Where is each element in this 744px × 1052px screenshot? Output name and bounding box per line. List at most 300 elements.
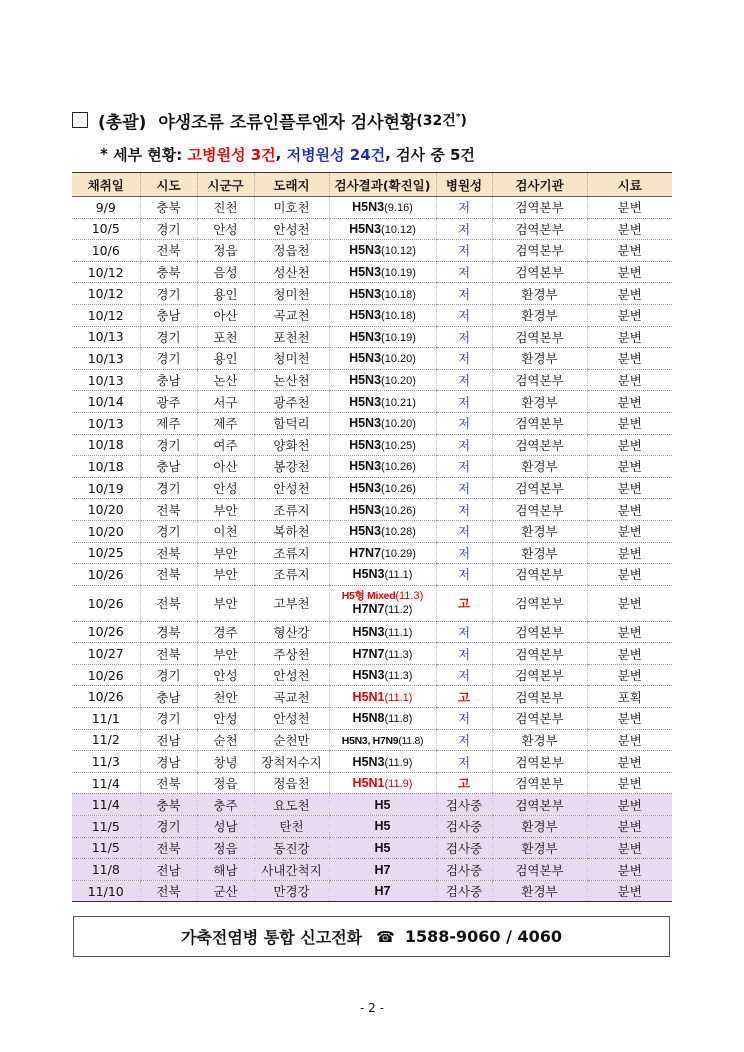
hotline-box xyxy=(73,916,670,957)
cell-pathogenicity: 저 xyxy=(436,499,492,521)
cell-date: 10/12 xyxy=(72,283,140,305)
cell-sigungu: 아산 xyxy=(197,304,254,326)
result-subtype: H5N3 xyxy=(349,243,382,258)
cell-pathogenicity: 검사중 xyxy=(436,837,492,859)
cell-result xyxy=(329,434,436,456)
cell-sample: 분변 xyxy=(587,304,672,326)
cell-pathogenicity: 저 xyxy=(436,729,492,751)
cell-site: 미호천 xyxy=(254,197,329,219)
result-date: (11.3) xyxy=(384,670,413,683)
result-date: (10.19) xyxy=(381,267,416,280)
cell-agency: 검역본부 xyxy=(492,751,587,773)
cell-sigungu: 음성 xyxy=(197,261,254,283)
cell-sido: 충남 xyxy=(140,304,197,326)
cell-result xyxy=(329,542,436,564)
cell-result xyxy=(329,643,436,665)
cell-site: 장척저수지 xyxy=(254,751,329,773)
table-row xyxy=(72,499,672,521)
cell-result xyxy=(329,816,436,838)
result-subtype: H5 xyxy=(374,819,391,834)
cell-site: 포천천 xyxy=(254,326,329,348)
page-number: - 2 - xyxy=(360,1001,384,1015)
cell-date: 11/10 xyxy=(72,880,140,902)
cell-result xyxy=(329,708,436,730)
cell-sample: 분변 xyxy=(587,643,672,665)
result-date: (10.21) xyxy=(381,396,416,409)
cell-agency: 검역본부 xyxy=(492,585,587,621)
cell-date: 11/1 xyxy=(72,708,140,730)
table-row xyxy=(72,751,672,773)
cell-sido: 충남 xyxy=(140,369,197,391)
cell-sido: 충북 xyxy=(140,794,197,816)
cell-agency: 환경부 xyxy=(492,456,587,478)
cell-sample: 분변 xyxy=(587,197,672,219)
cell-sido: 전북 xyxy=(140,240,197,262)
cell-site: 순천만 xyxy=(254,729,329,751)
result-date: (10.20) xyxy=(381,353,416,366)
cell-sigungu: 군산 xyxy=(197,880,254,902)
cell-pathogenicity: 저 xyxy=(436,261,492,283)
result-date: (10.18) xyxy=(381,288,416,301)
cell-result xyxy=(329,859,436,881)
cell-agency: 검역본부 xyxy=(492,434,587,456)
cell-agency: 검역본부 xyxy=(492,859,587,881)
title-count-mark: * xyxy=(455,112,461,123)
cell-sample: 분변 xyxy=(587,261,672,283)
cell-date: 10/26 xyxy=(72,664,140,686)
cell-sample: 분변 xyxy=(587,859,672,881)
cell-sigungu: 여주 xyxy=(197,434,254,456)
cell-pathogenicity: 저 xyxy=(436,542,492,564)
cell-pathogenicity: 저 xyxy=(436,304,492,326)
cell-site: 조류지 xyxy=(254,499,329,521)
cell-result xyxy=(329,621,436,643)
cell-sigungu: 진천 xyxy=(197,197,254,219)
table-row xyxy=(72,772,672,794)
cell-site: 요도천 xyxy=(254,794,329,816)
table-row xyxy=(72,664,672,686)
cell-agency: 환경부 xyxy=(492,391,587,413)
cell-pathogenicity: 저 xyxy=(436,240,492,262)
table-row xyxy=(72,218,672,240)
header-date: 채취일 xyxy=(72,173,140,197)
cell-sigungu: 이천 xyxy=(197,520,254,542)
cell-sample: 분변 xyxy=(587,542,672,564)
result-subtype: H7N7 xyxy=(349,545,382,560)
cell-result xyxy=(329,686,436,708)
cell-pathogenicity: 고 xyxy=(436,686,492,708)
cell-sample: 분변 xyxy=(587,391,672,413)
cell-sido: 전북 xyxy=(140,880,197,902)
cell-sample: 분변 xyxy=(587,499,672,521)
cell-date: 10/26 xyxy=(72,564,140,586)
cell-sido: 전북 xyxy=(140,564,197,586)
table-row xyxy=(72,520,672,542)
result-subtype: H7 xyxy=(374,862,391,877)
table-row xyxy=(72,391,672,413)
table-row xyxy=(72,837,672,859)
cell-site: 안성천 xyxy=(254,477,329,499)
cell-sigungu: 해남 xyxy=(197,859,254,881)
cell-result xyxy=(329,564,436,586)
cell-sido: 경북 xyxy=(140,621,197,643)
cell-sido: 충남 xyxy=(140,686,197,708)
cell-sido: 경기 xyxy=(140,326,197,348)
table-row xyxy=(72,859,672,881)
result-date-2: (11.2) xyxy=(384,604,413,617)
result-date: (11.1) xyxy=(384,691,413,704)
cell-sido: 광주 xyxy=(140,391,197,413)
result-subtype: H5N3 xyxy=(349,308,382,323)
cell-agency: 환경부 xyxy=(492,816,587,838)
cell-site: 조류지 xyxy=(254,564,329,586)
cell-agency: 검역본부 xyxy=(492,197,587,219)
table-row xyxy=(72,794,672,816)
result-date: (11.1) xyxy=(384,569,413,582)
cell-sigungu: 안성 xyxy=(197,664,254,686)
cell-sigungu: 안성 xyxy=(197,218,254,240)
cell-date: 10/27 xyxy=(72,643,140,665)
cell-pathogenicity: 고 xyxy=(436,585,492,621)
result-date: (10.20) xyxy=(381,375,416,388)
cell-result xyxy=(329,218,436,240)
cell-sample: 분변 xyxy=(587,434,672,456)
cell-result xyxy=(329,729,436,751)
header-sigungu: 시군구 xyxy=(197,173,254,197)
cell-result xyxy=(329,304,436,326)
cell-sample: 분변 xyxy=(587,816,672,838)
result-subtype: H5N3 xyxy=(352,567,385,582)
cell-date: 10/18 xyxy=(72,434,140,456)
result-subtype: H5형 Mixed xyxy=(341,590,396,603)
header-site: 도래지 xyxy=(254,173,329,197)
cell-date: 10/20 xyxy=(72,499,140,521)
cell-sample: 분변 xyxy=(587,456,672,478)
cell-site: 청미천 xyxy=(254,283,329,305)
cell-site: 고부천 xyxy=(254,585,329,621)
cell-agency: 검역본부 xyxy=(492,240,587,262)
header-result: 검사결과(확진일) xyxy=(329,173,436,197)
cell-sigungu: 창녕 xyxy=(197,751,254,773)
cell-sample: 분변 xyxy=(587,729,672,751)
title-count-close: ) xyxy=(460,113,467,129)
result-date: (11.9) xyxy=(384,756,413,769)
cell-pathogenicity: 저 xyxy=(436,218,492,240)
cell-pathogenicity: 검사중 xyxy=(436,859,492,881)
cell-sigungu: 순천 xyxy=(197,729,254,751)
result-date: (10.25) xyxy=(381,439,416,452)
cell-result xyxy=(329,348,436,370)
result-subtype: H5N3 xyxy=(349,481,382,496)
cell-date: 10/25 xyxy=(72,542,140,564)
cell-sample: 분변 xyxy=(587,326,672,348)
cell-sample: 분변 xyxy=(587,348,672,370)
cell-pathogenicity: 저 xyxy=(436,412,492,434)
cell-sido: 경기 xyxy=(140,520,197,542)
cell-result xyxy=(329,326,436,348)
cell-date: 10/26 xyxy=(72,585,140,621)
result-subtype-2: H7N7 xyxy=(352,602,385,617)
cell-sido: 전북 xyxy=(140,499,197,521)
cell-site: 복하천 xyxy=(254,520,329,542)
cell-agency: 검역본부 xyxy=(492,369,587,391)
cell-sigungu: 부안 xyxy=(197,499,254,521)
cell-sample: 분변 xyxy=(587,564,672,586)
result-subtype: H5N3 xyxy=(349,437,382,452)
cell-pathogenicity: 저 xyxy=(436,708,492,730)
cell-sido: 전북 xyxy=(140,643,197,665)
table-row xyxy=(72,434,672,456)
result-date: (10.26) xyxy=(381,504,416,517)
cell-agency: 환경부 xyxy=(492,304,587,326)
cell-pathogenicity: 저 xyxy=(436,520,492,542)
result-date: (10.29) xyxy=(381,547,416,560)
hotline-label: 가축전염병 통합 신고전화 xyxy=(180,928,363,947)
result-date: (10.26) xyxy=(381,461,416,474)
header-sample: 시료 xyxy=(587,173,672,197)
title-prefix: (총괄) xyxy=(98,112,147,133)
cell-date: 10/13 xyxy=(72,326,140,348)
result-date: (10.26) xyxy=(381,483,416,496)
result-subtype: H5N3 xyxy=(349,459,382,474)
cell-sido: 경기 xyxy=(140,816,197,838)
cell-date: 11/8 xyxy=(72,859,140,881)
cell-agency: 환경부 xyxy=(492,348,587,370)
result-subtype: H5 xyxy=(374,840,391,855)
result-date: (11.8) xyxy=(398,734,424,747)
cell-date: 10/26 xyxy=(72,686,140,708)
phone-icon: ☎ xyxy=(376,927,395,946)
cell-date: 10/12 xyxy=(72,261,140,283)
table-row xyxy=(72,708,672,730)
cell-agency: 검역본부 xyxy=(492,708,587,730)
table-row xyxy=(72,348,672,370)
cell-pathogenicity: 저 xyxy=(436,391,492,413)
cell-sigungu: 부안 xyxy=(197,564,254,586)
table-row xyxy=(72,326,672,348)
cell-sigungu: 용인 xyxy=(197,348,254,370)
cell-date: 10/26 xyxy=(72,621,140,643)
cell-sigungu: 포천 xyxy=(197,326,254,348)
cell-pathogenicity: 저 xyxy=(436,477,492,499)
cell-date: 10/14 xyxy=(72,391,140,413)
cell-date: 11/2 xyxy=(72,729,140,751)
cell-agency: 검역본부 xyxy=(492,261,587,283)
cell-date: 10/18 xyxy=(72,456,140,478)
cell-pathogenicity: 고 xyxy=(436,772,492,794)
result-date: (10.19) xyxy=(381,331,416,344)
cell-sido: 전남 xyxy=(140,729,197,751)
cell-sample: 분변 xyxy=(587,520,672,542)
cell-site: 사내간척지 xyxy=(254,859,329,881)
result-date: (11.1) xyxy=(384,626,413,639)
cell-sigungu: 안성 xyxy=(197,708,254,730)
cell-sido: 전북 xyxy=(140,772,197,794)
table-row xyxy=(72,585,672,621)
table-row xyxy=(72,477,672,499)
cell-result xyxy=(329,197,436,219)
cell-site: 안성천 xyxy=(254,664,329,686)
cell-agency: 검역본부 xyxy=(492,772,587,794)
cell-agency: 환경부 xyxy=(492,729,587,751)
result-subtype: H5N3 xyxy=(349,329,382,344)
table-row xyxy=(72,456,672,478)
table-row xyxy=(72,729,672,751)
cell-pathogenicity: 저 xyxy=(436,326,492,348)
cell-sample: 분변 xyxy=(587,218,672,240)
cell-sigungu: 부안 xyxy=(197,643,254,665)
cell-site: 논산천 xyxy=(254,369,329,391)
cell-agency: 검역본부 xyxy=(492,564,587,586)
section-checkbox-icon xyxy=(72,112,88,128)
result-date: (9.16) xyxy=(384,202,413,215)
summary-pending: 검사 중 5건 xyxy=(396,145,475,164)
table-row xyxy=(72,304,672,326)
cell-site: 탄천 xyxy=(254,816,329,838)
cell-result xyxy=(329,772,436,794)
cell-sample: 분변 xyxy=(587,477,672,499)
cell-site: 곡교천 xyxy=(254,686,329,708)
result-date: (10.28) xyxy=(381,526,416,539)
result-subtype: H5N3 xyxy=(349,524,382,539)
cell-agency: 검역본부 xyxy=(492,326,587,348)
result-subtype: H5N1 xyxy=(352,776,385,791)
cell-site: 주상천 xyxy=(254,643,329,665)
cell-date: 10/13 xyxy=(72,369,140,391)
cell-sido: 경기 xyxy=(140,283,197,305)
cell-result xyxy=(329,412,436,434)
cell-agency: 환경부 xyxy=(492,837,587,859)
cell-agency: 검역본부 xyxy=(492,412,587,434)
cell-site: 함덕리 xyxy=(254,412,329,434)
cell-date: 10/20 xyxy=(72,520,140,542)
cell-pathogenicity: 저 xyxy=(436,664,492,686)
cell-sido: 경기 xyxy=(140,664,197,686)
cell-sigungu: 아산 xyxy=(197,456,254,478)
cell-pathogenicity: 저 xyxy=(436,369,492,391)
cell-agency: 검역본부 xyxy=(492,477,587,499)
summary-bullet: * xyxy=(100,145,108,163)
cell-sample: 분변 xyxy=(587,283,672,305)
cell-sigungu: 논산 xyxy=(197,369,254,391)
cell-date: 11/5 xyxy=(72,816,140,838)
cell-sample: 분변 xyxy=(587,664,672,686)
result-subtype: H5N3, H7N9 xyxy=(341,734,399,747)
result-subtype: H5N3 xyxy=(349,394,382,409)
cell-sigungu: 안성 xyxy=(197,477,254,499)
cell-result xyxy=(329,369,436,391)
cell-date: 10/5 xyxy=(72,218,140,240)
cell-pathogenicity: 저 xyxy=(436,621,492,643)
cell-sido: 충북 xyxy=(140,197,197,219)
cell-sigungu: 정읍 xyxy=(197,837,254,859)
cell-result xyxy=(329,240,436,262)
cell-result xyxy=(329,391,436,413)
cell-sample: 분변 xyxy=(587,412,672,434)
result-line-2 xyxy=(330,603,436,617)
cell-date: 11/3 xyxy=(72,751,140,773)
cell-date: 10/13 xyxy=(72,412,140,434)
table-row xyxy=(72,283,672,305)
cell-agency: 환경부 xyxy=(492,880,587,902)
result-subtype: H5N3 xyxy=(349,416,382,431)
summary-high: 고병원성 3건 xyxy=(187,145,276,164)
cell-site: 안성천 xyxy=(254,218,329,240)
table-row xyxy=(72,643,672,665)
result-date: (11.3) xyxy=(384,648,413,661)
cell-sample: 분변 xyxy=(587,837,672,859)
cell-sample: 분변 xyxy=(587,585,672,621)
cell-sido: 경기 xyxy=(140,218,197,240)
cell-site: 형산강 xyxy=(254,621,329,643)
header-agency: 검사기관 xyxy=(492,173,587,197)
result-date: (10.12) xyxy=(381,245,416,258)
result-date: (11.8) xyxy=(384,713,413,726)
table-header-row xyxy=(72,173,672,197)
cell-result xyxy=(329,283,436,305)
cell-date: 10/19 xyxy=(72,477,140,499)
cell-site: 조류지 xyxy=(254,542,329,564)
result-subtype: H7N7 xyxy=(352,646,385,661)
cell-agency: 검역본부 xyxy=(492,664,587,686)
cell-site: 곡교천 xyxy=(254,304,329,326)
cell-result xyxy=(329,261,436,283)
title-text: 야생조류 조류인플루엔자 검사현황 xyxy=(158,112,417,133)
table-row xyxy=(72,880,672,902)
summary-sep-1: , xyxy=(275,145,282,163)
cell-sido: 경기 xyxy=(140,348,197,370)
table-row xyxy=(72,621,672,643)
table-row xyxy=(72,197,672,219)
cell-agency: 환경부 xyxy=(492,542,587,564)
cell-pathogenicity: 저 xyxy=(436,283,492,305)
cell-site: 만경강 xyxy=(254,880,329,902)
cell-sido: 전북 xyxy=(140,542,197,564)
cell-sample: 포획 xyxy=(587,686,672,708)
cell-sido: 충북 xyxy=(140,261,197,283)
cell-sample: 분변 xyxy=(587,240,672,262)
cell-sido: 제주 xyxy=(140,412,197,434)
summary-low: 저병원성 24건 xyxy=(286,145,386,164)
cell-pathogenicity: 저 xyxy=(436,564,492,586)
cell-sample: 분변 xyxy=(587,772,672,794)
cell-pathogenicity: 저 xyxy=(436,197,492,219)
result-subtype: H5N3 xyxy=(349,351,382,366)
cell-result xyxy=(329,499,436,521)
cell-result xyxy=(329,520,436,542)
cell-agency: 검역본부 xyxy=(492,218,587,240)
cell-site: 동진강 xyxy=(254,837,329,859)
cell-agency: 검역본부 xyxy=(492,686,587,708)
table-row xyxy=(72,564,672,586)
header-sido: 시도 xyxy=(140,173,197,197)
cell-agency: 환경부 xyxy=(492,520,587,542)
cell-site: 청미천 xyxy=(254,348,329,370)
cell-result xyxy=(329,880,436,902)
result-subtype: H5N3 xyxy=(349,221,382,236)
result-date: (10.12) xyxy=(381,223,416,236)
cell-result xyxy=(329,477,436,499)
result-date: (11.9) xyxy=(384,778,413,791)
result-subtype: H5N3 xyxy=(352,200,385,215)
cell-result xyxy=(329,456,436,478)
title-count-text: (32건 xyxy=(416,113,456,129)
cell-sigungu: 정읍 xyxy=(197,240,254,262)
cell-sigungu: 부안 xyxy=(197,542,254,564)
table-row xyxy=(72,686,672,708)
result-subtype: H5N3 xyxy=(349,265,382,280)
cell-date: 11/4 xyxy=(72,794,140,816)
